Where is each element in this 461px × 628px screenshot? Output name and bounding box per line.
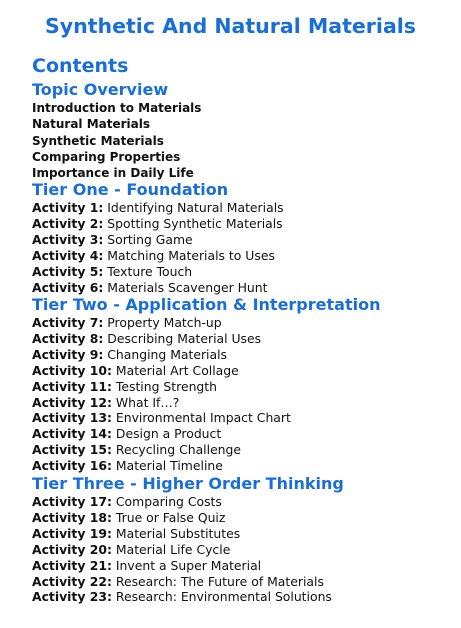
activity-number: Activity 7:	[32, 315, 104, 330]
tier-two-section	[32, 295, 452, 474]
activity-name: Sorting Game	[107, 231, 193, 247]
activity-number: Activity 10:	[32, 362, 112, 378]
activity-name: Identifying Natural Materials	[107, 200, 284, 215]
activity-item	[32, 331, 452, 347]
overview-item: Introduction to Materials	[32, 101, 202, 115]
activity-number: Activity 5:	[32, 263, 104, 279]
activity-name: Material Art Collage	[115, 362, 239, 378]
activity-name: Material Substitutes	[115, 525, 241, 541]
activity-item	[32, 347, 452, 363]
activity-number: Activity 16:	[32, 458, 112, 474]
activity-number: Activity 14:	[32, 426, 112, 442]
activity-number: Activity 20:	[32, 541, 112, 557]
activity-item	[32, 264, 452, 280]
activity-item	[32, 379, 452, 395]
topic-overview-section	[32, 80, 452, 181]
activity-number: Activity 3:	[32, 231, 104, 247]
activity-item	[32, 510, 452, 526]
activity-item	[32, 589, 452, 605]
tier-one-heading: Tier One - Foundation	[32, 180, 229, 199]
tier-two-activity-list	[32, 315, 452, 474]
activity-item	[32, 558, 452, 574]
activity-number: Activity 11:	[32, 378, 112, 394]
activity-number: Activity 15:	[32, 442, 112, 458]
activity-number: Activity 13:	[32, 410, 112, 426]
activity-item	[32, 526, 452, 542]
activity-number: Activity 4:	[32, 247, 104, 263]
activity-number: Activity 9:	[32, 346, 104, 362]
activity-name: Describing Material Uses	[107, 330, 262, 346]
activity-name: Material Life Cycle	[115, 541, 231, 557]
overview-item: Comparing Properties	[32, 149, 181, 164]
activity-number: Activity 23:	[32, 589, 112, 605]
activity-name: Matching Materials to Uses	[107, 247, 275, 263]
activity-name: What If…?	[115, 394, 180, 410]
activity-item	[32, 232, 452, 248]
activity-name: Texture Touch	[107, 263, 193, 279]
activity-name: Design a Product	[115, 426, 222, 442]
activity-name: Invent a Super Material	[115, 557, 262, 573]
overview-item: Natural Materials	[32, 117, 151, 132]
tier-one-section	[32, 180, 452, 295]
activity-item	[32, 442, 452, 458]
overview-item: Importance in Daily Life	[32, 166, 194, 181]
activity-number: Activity 18:	[32, 509, 112, 525]
activity-name: Recycling Challenge	[115, 442, 242, 458]
tier-one-activity-list	[32, 200, 452, 295]
activity-number: Activity 12:	[32, 394, 112, 410]
activity-number: Activity 19:	[32, 525, 112, 541]
activity-name: Material Timeline	[115, 458, 223, 474]
activity-item	[32, 542, 452, 558]
contents-heading: Contents	[32, 55, 129, 77]
activity-item	[32, 248, 452, 264]
tier-three-section	[32, 474, 452, 605]
document-title: Synthetic And Natural Materials	[44, 14, 417, 38]
activity-number: Activity 1:	[32, 200, 104, 215]
activity-item	[32, 458, 452, 474]
activity-name: True or False Quiz	[115, 509, 226, 525]
activity-item	[32, 216, 452, 232]
activity-item	[32, 494, 452, 510]
activity-item	[32, 315, 452, 331]
activity-name: Property Match-up	[107, 315, 222, 330]
tier-three-heading: Tier Three - Higher Order Thinking	[32, 474, 344, 493]
activity-item	[32, 200, 452, 216]
activity-item	[32, 574, 452, 590]
topic-overview-list	[32, 100, 452, 181]
activity-name: Testing Strength	[115, 378, 218, 394]
activity-item	[32, 395, 452, 411]
activity-number: Activity 2:	[32, 215, 104, 231]
topic-overview-heading: Topic Overview	[32, 80, 169, 99]
overview-item: Synthetic Materials	[32, 133, 164, 148]
activity-name: Materials Scavenger Hunt	[107, 279, 268, 295]
activity-item	[32, 410, 452, 426]
activity-number: Activity 6:	[32, 279, 104, 295]
activity-name: Environmental Impact Chart	[115, 410, 291, 426]
tier-two-heading: Tier Two - Application & Interpretation	[32, 295, 381, 314]
activity-number: Activity 17:	[32, 494, 112, 509]
tier-three-activity-list	[32, 494, 452, 605]
activity-name: Comparing Costs	[115, 494, 222, 509]
activity-item	[32, 363, 452, 379]
activity-name: Research: The Future of Materials	[115, 573, 324, 589]
activity-number: Activity 21:	[32, 557, 112, 573]
activity-item	[32, 426, 452, 442]
activity-number: Activity 8:	[32, 330, 104, 346]
activity-name: Changing Materials	[107, 346, 227, 362]
activity-number: Activity 22:	[32, 573, 112, 589]
activity-name: Spotting Synthetic Materials	[107, 215, 283, 231]
activity-name: Research: Environmental Solutions	[115, 589, 332, 605]
activity-item	[32, 280, 452, 296]
